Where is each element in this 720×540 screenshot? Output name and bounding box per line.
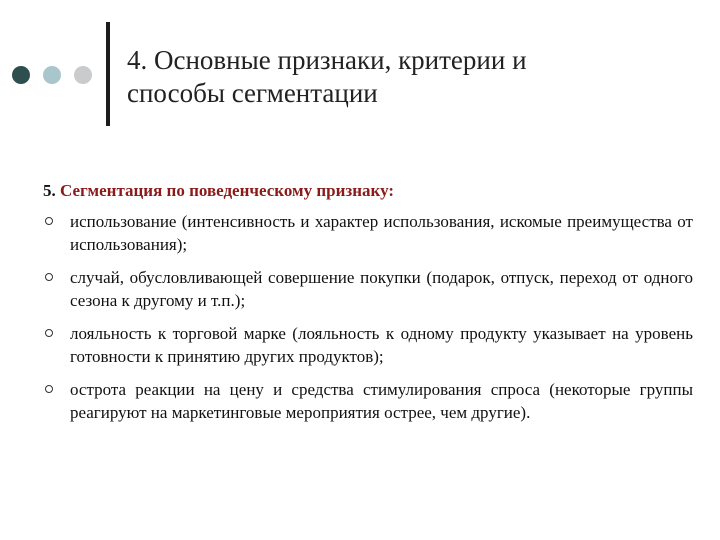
heading-text: Сегментация по поведенческому признаку: — [60, 181, 395, 200]
criteria-list — [43, 210, 693, 424]
title-divider — [106, 22, 110, 126]
list-item — [43, 266, 693, 312]
list-item-text: случай, обусловливающей совершение покупки (подарок, отпуск, переход от одного сезона к другому и т.п.); — [70, 268, 693, 310]
list-item-text: лояльность к торговой марке (лояльность к одному продукту указывает на уровень готовности к принятию других продуктов); — [70, 324, 693, 366]
title-line-1: 4. Основные признаки, критерии и — [127, 45, 527, 75]
list-item — [43, 322, 693, 368]
list-item — [43, 378, 693, 424]
dot-gray-icon — [74, 66, 92, 84]
slide-content — [43, 180, 693, 434]
dot-teal-icon — [43, 66, 61, 84]
list-item-text: использование (интенсивность и характер использования, искомые преимущества от использования); — [70, 212, 693, 254]
list-item — [43, 210, 693, 256]
slide-title — [127, 44, 687, 110]
decorative-dots — [12, 66, 105, 84]
bullet-icon — [45, 273, 53, 281]
title-line-2: способы сегментации — [127, 78, 378, 108]
heading-number: 5. — [43, 181, 56, 200]
list-item-text: острота реакции на цену и средства стимулирования спроса (некоторые группы реагируют на маркетинговые мероприятия острее, чем другие). — [70, 380, 693, 422]
bullet-icon — [45, 385, 53, 393]
bullet-icon — [45, 329, 53, 337]
bullet-icon — [45, 217, 53, 225]
dot-dark-icon — [12, 66, 30, 84]
section-heading — [43, 180, 693, 202]
